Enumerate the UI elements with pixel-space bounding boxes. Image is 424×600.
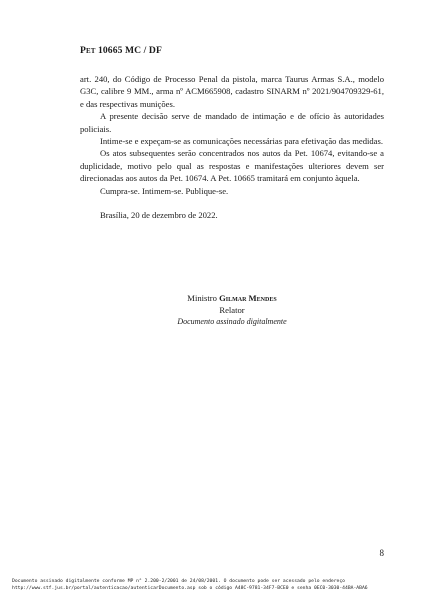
digital-signature-note: Documento assinado digitalmente (177, 317, 287, 326)
decision-date: Brasília, 20 de dezembro de 2022. (100, 210, 218, 221)
signature-block (80, 292, 384, 328)
case-header (80, 45, 162, 56)
case-number: 10665 MC / DF (95, 45, 162, 56)
footer-line-1: Documento assinado digitalmente conforme MP n° 2.200-2/2001 de 24/08/2001. O documento pode ser acessado pelo endereço (12, 579, 346, 584)
footer-line-2: http://www.stf.jus.br/portal/autenticacao/autenticarDocumento.asp sob o código A48C-9781-34F7-BCE0 e senha 0EC0-3030-44BA-ABA6 (12, 586, 368, 591)
authentication-footer (12, 578, 416, 592)
signer-line (80, 292, 384, 304)
paragraph-closing: Cumpra-se. Intimem-se. Publique-se. (100, 185, 229, 196)
signer-title: Ministro (187, 293, 220, 303)
paragraph-weapon: art. 240, do Código de Processo Penal da pistola, marca Taurus Armas S.A., modelo G3C, calibre 9 MM., arma nº ACM665908, cadastro SINARM nº 2021/904709329-61, e das respectivas munições. (80, 74, 384, 109)
paragraph-mandate: A presente decisão serve de mandado de intimação e de ofício às autoridades policiais. (80, 111, 384, 134)
decision-body (80, 73, 384, 221)
signer-name: Gilmar Mendes (219, 293, 277, 303)
signer-role: Relator (219, 305, 245, 315)
page-number: 8 (379, 548, 384, 558)
paragraph-subsequent-acts: Os atos subsequentes serão concentrados nos autos da Pet. 10674, evitando-se a duplicidade, motivo pelo qual as respostas e manifestações ulteriores devem ser direcionadas aos autos da Pet. 10674. A Pet. 10665 tramitará em conjunto àquela. (80, 148, 384, 184)
paragraph-communications: Intime-se e expeçam-se as comunicações necessárias para efetivação das medidas. (100, 136, 383, 147)
case-prefix: Pet (80, 45, 96, 56)
